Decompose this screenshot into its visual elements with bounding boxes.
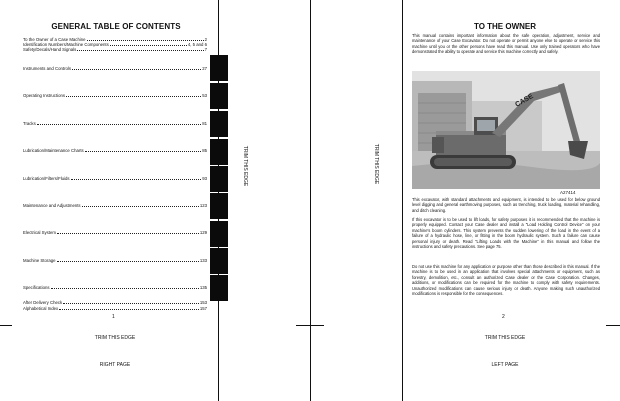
photo-caption: A27414 [560, 190, 576, 195]
section-tab [210, 193, 228, 219]
toc-entry[interactable]: Maintenance and Adjustments 123 [23, 203, 207, 208]
toc-entry[interactable]: Operating Instructions 53 [23, 93, 207, 98]
right-page-fold-line [402, 0, 403, 401]
section-tab [210, 248, 228, 274]
toc-entry[interactable]: Instruments and Controls 27 [23, 66, 207, 71]
toc-entry[interactable]: Electrical System 129 [23, 230, 207, 235]
section-tab [210, 55, 228, 81]
page-number: 2 [502, 314, 505, 320]
svg-text:CASE: CASE [514, 92, 535, 109]
toc-entry[interactable]: Lubrication/Filters/Fluids 93 [23, 176, 207, 181]
right-crop-mark [606, 325, 620, 326]
section-tab [210, 275, 228, 301]
trim-edge-label: TRIM THIS EDGE [484, 335, 526, 341]
page-number: 1 [112, 314, 115, 320]
section-tab [210, 166, 228, 192]
intended-use-paragraph: This excavator, with standard attachments and equipment, is intended to be used for below ground level digging and general earthmoving purposes, such as trenching, truck loading, material rehandling, and ditch cleaning. [412, 197, 600, 213]
section-tab [210, 111, 228, 137]
center-fold-line [310, 0, 311, 401]
toc-entry[interactable]: Safety/Decals/Hand Signals 7 [23, 47, 207, 52]
toc-entry[interactable]: Machine Storage 133 [23, 258, 207, 263]
excavator-photo [412, 71, 600, 189]
toc-entry[interactable]: Tracks 81 [23, 121, 207, 126]
trim-edge-label: TRIM THIS EDGE [94, 335, 136, 341]
section-tab [210, 83, 228, 109]
vertical-trim-label: TRIM THIS EDGE [242, 145, 249, 187]
page-side-label: LEFT PAGE [491, 362, 519, 368]
toc-entry[interactable]: To the Owner of a Case Machine 2 [23, 37, 207, 42]
left-crop-mark [0, 325, 12, 326]
toc-entry[interactable]: Identification Numbers/Machine Components 4, 5 and 6 [23, 42, 207, 47]
section-tab [210, 139, 228, 165]
center-crop-mark [296, 325, 324, 326]
page-side-label: RIGHT PAGE [99, 362, 131, 368]
lifting-paragraph: If this excavator is to be used to lift loads, for safety purposes it is recommended that the machine is properly equipped. Contact your Case dealer and install a "Load Holding Control Device" on your machine's boom cylinders. This system prevents the sudden lowering of the load in the event of a failure of a hydraulic hose, line, or fitting in the boom hydraulic system. Such a failure can cause personal injury or death. Read "Lifting Loads with the Machine" in this manual and follow the instructions and safety precautions. See page 75. [412, 217, 600, 250]
toc-title: GENERAL TABLE OF CONTENTS [51, 22, 181, 31]
warning-paragraph: Do not use this machine for any application or purpose other than those described in this manual. If the machine is to be used in an application that involves special attachments or equipment, such as forestry, demolition, etc., consult an authorized Case dealer or the Case Corporation. Changes, additions, or modifications can be required for the machine to comply with safety requirements. Unauthorized modifications can cause serious injury or death. Anyone making such unauthorized modifications is responsible for the consequences. [412, 264, 600, 297]
vertical-trim-label: TRIM THIS EDGE [373, 143, 380, 185]
toc-entry[interactable]: Specifications 135 [23, 285, 207, 290]
toc-entry[interactable]: Lubrication/Maintenance Charts 85 [23, 148, 207, 153]
section-tab [210, 221, 228, 247]
toc-entry[interactable]: After Delivery Check 153 [23, 300, 207, 305]
toc-entry[interactable]: Alphabetical Index 157 [23, 306, 207, 311]
intro-paragraph: This manual contains important information about the safe operation, adjustment, service and maintenance of your Case Excavator. Do not operate or permit anyone else to operate or service this machine until you or the other persons have read this manual. Use only trained operators who have demonstrated the ability to operate and service this machine correctly and safely. [412, 33, 600, 55]
owner-title: TO THE OWNER [473, 22, 537, 31]
